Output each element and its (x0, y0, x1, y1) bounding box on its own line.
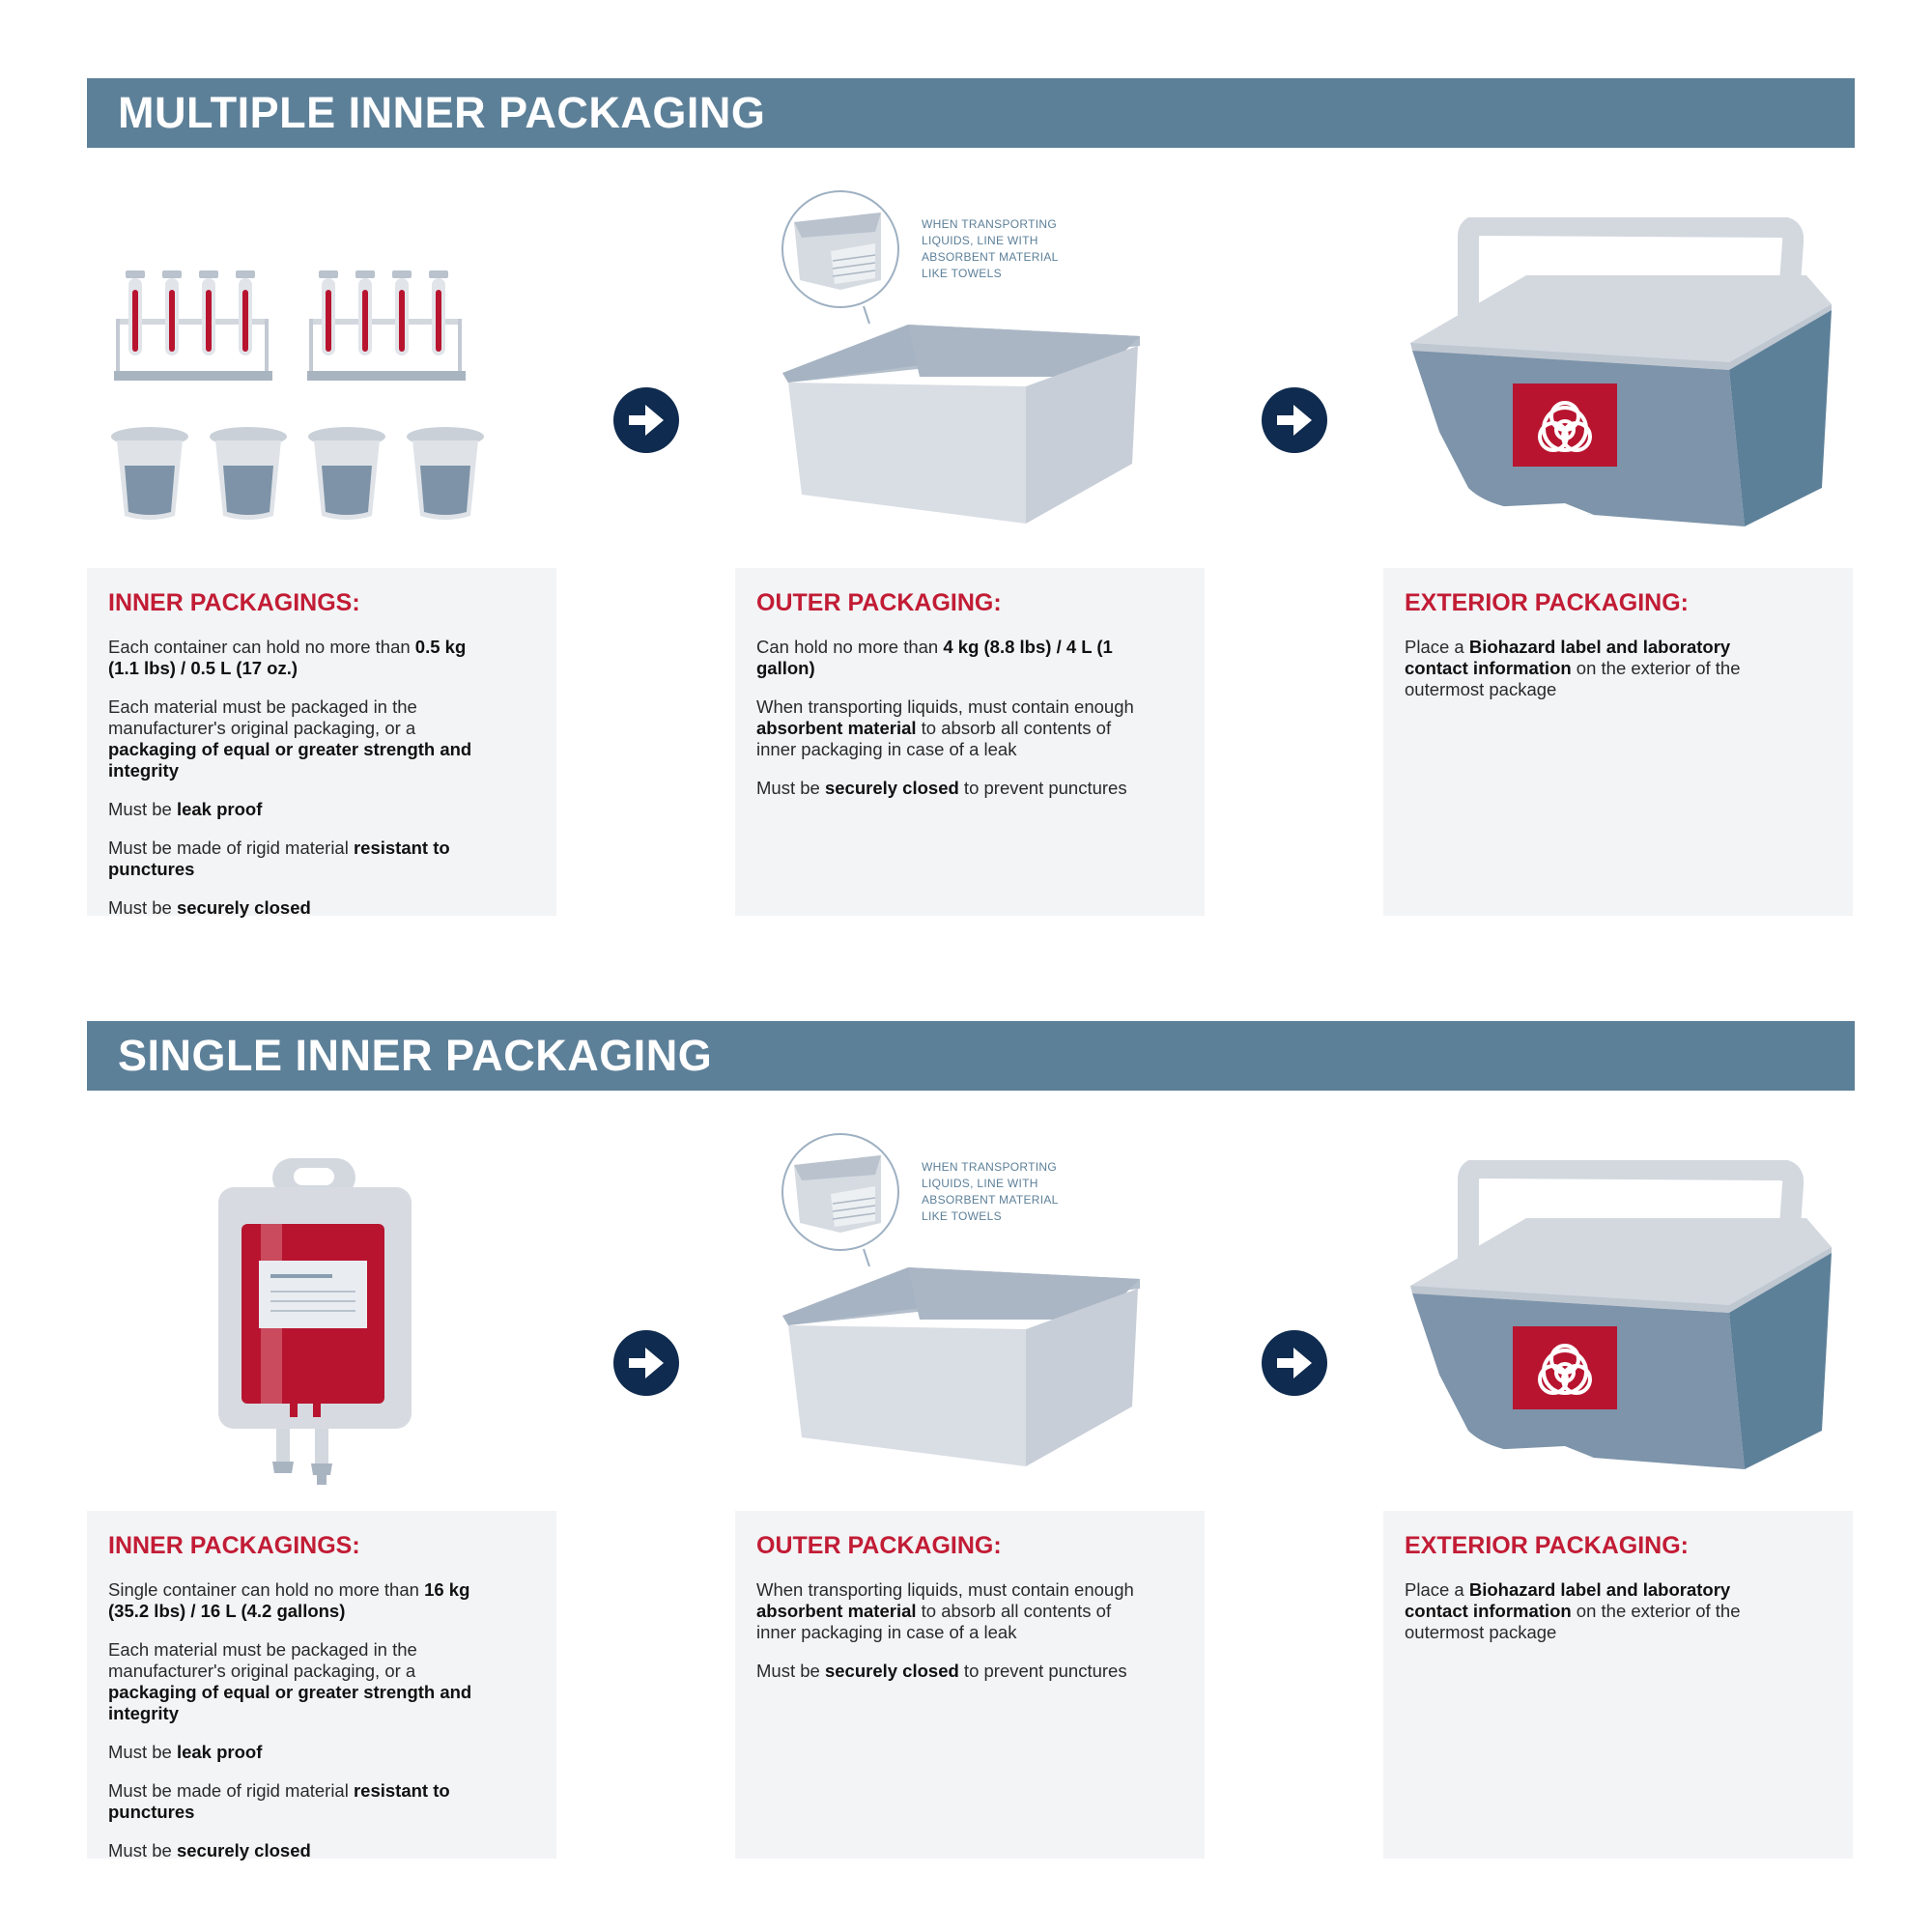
arrow-right-icon (1262, 387, 1327, 453)
card-paragraph (108, 1780, 495, 1823)
note-line: LIKE TOWELS (922, 1209, 1002, 1223)
specimen-cups-icon (111, 427, 484, 520)
card-heading: EXTERIOR PACKAGING: (1405, 589, 1689, 616)
card-heading: OUTER PACKAGING: (756, 1532, 1002, 1559)
card-heading: INNER PACKAGINGS: (108, 1532, 360, 1559)
body-text: Can hold no more than (756, 637, 944, 657)
body-text: to absorb all contents of inner packaging in case of a leak (756, 1601, 1112, 1642)
card-heading: EXTERIOR PACKAGING: (1405, 1532, 1689, 1559)
card-paragraph (756, 1661, 1143, 1682)
section-title: SINGLE INNER PACKAGING (118, 1031, 713, 1080)
body-text: Must be (108, 897, 177, 918)
absorbent-note (922, 216, 1059, 282)
body-text: on the exterior of the outermost package (1405, 1601, 1741, 1642)
emphasis-text: Biohazard label and laboratory contact information (1405, 1579, 1731, 1621)
card-heading: INNER PACKAGINGS: (108, 589, 360, 616)
card-paragraph (108, 1840, 495, 1861)
emphasis-text: securely closed (824, 1661, 959, 1681)
emphasis-text: resistant to punctures (108, 838, 450, 879)
body-text: Must be (108, 1742, 177, 1762)
card-paragraph (108, 637, 495, 679)
emphasis-text: securely closed (824, 778, 959, 798)
body-text: on the exterior of the outermost package (1405, 658, 1741, 699)
body-text: to absorb all contents of inner packaging in case of a leak (756, 718, 1112, 759)
body-text: Must be (756, 778, 825, 798)
arrow-right-icon (613, 387, 679, 453)
section-title: MULTIPLE INNER PACKAGING (118, 88, 766, 137)
body-text: Place a (1405, 637, 1469, 657)
magnifier-absorbent-icon (782, 191, 898, 324)
card-paragraph (108, 838, 495, 880)
absorbent-note (922, 1159, 1059, 1225)
body-text: Must be made of rigid material (108, 1780, 354, 1801)
emphasis-text: packaging of equal or greater strength and integrity (108, 739, 472, 781)
card-heading: OUTER PACKAGING: (756, 589, 1002, 616)
card-paragraph (756, 778, 1143, 799)
note-line: LIKE TOWELS (922, 267, 1002, 280)
emphasis-text: packaging of equal or greater strength and integrity (108, 1682, 472, 1723)
section-banner-single (87, 1021, 1855, 1091)
body-text: Must be (108, 799, 177, 819)
body-text: Each container can hold no more than (108, 637, 415, 657)
blood-bag-illustration (213, 1154, 415, 1488)
cooler-icon (1410, 1168, 1832, 1469)
arrow-right-icon (613, 1330, 679, 1396)
card-outer-packaging (735, 1511, 1205, 1859)
body-text: to prevent punctures (958, 778, 1127, 798)
card-paragraph (108, 799, 495, 820)
open-box-icon (782, 325, 1140, 524)
emphasis-text: securely closed (176, 1840, 311, 1861)
section-banner-multiple (87, 78, 1855, 148)
body-text: to prevent punctures (958, 1661, 1127, 1681)
emphasis-text: 16 kg (35.2 lbs) / 16 L (4.2 gallons) (108, 1579, 470, 1621)
magnifier-absorbent-icon (782, 1134, 898, 1266)
card-outer-packaging (735, 568, 1205, 916)
body-text: Each material must be packaged in the manufacturer's original packaging, or a (108, 696, 417, 738)
emphasis-text: leak proof (176, 1742, 263, 1762)
card-paragraph (756, 1579, 1143, 1643)
emphasis-text: securely closed (176, 897, 311, 918)
note-line: ABSORBENT MATERIAL (922, 250, 1059, 264)
card-inner-packagings (87, 568, 556, 916)
blood-bag-icon (218, 1158, 412, 1485)
note-line: LIQUIDS, LINE WITH (922, 234, 1038, 247)
note-line: WHEN TRANSPORTING (922, 217, 1058, 231)
body-text: Each material must be packaged in the manufacturer's original packaging, or a (108, 1639, 417, 1681)
emphasis-text: resistant to punctures (108, 1780, 450, 1822)
body-text: Single container can hold no more than (108, 1579, 425, 1600)
emphasis-text: absorbent material (756, 718, 917, 738)
emphasis-text: 0.5 kg (1.1 lbs) / 0.5 L (17 oz.) (108, 637, 467, 678)
note-line: WHEN TRANSPORTING (922, 1160, 1058, 1174)
body-text: When transporting liquids, must contain enough (756, 696, 1134, 717)
card-exterior-packaging (1383, 1511, 1853, 1859)
card-paragraph (108, 1579, 495, 1622)
card-paragraph (108, 696, 495, 781)
emphasis-text: 4 kg (8.8 lbs) / 4 L (1 gallon) (756, 637, 1113, 678)
card-exterior-packaging (1383, 568, 1853, 916)
body-text: Must be made of rigid material (108, 838, 354, 858)
biohazard-cooler-illustration (1401, 217, 1845, 536)
card-paragraph (1405, 1579, 1791, 1643)
cooler-icon (1410, 225, 1832, 526)
card-inner-packagings (87, 1511, 556, 1859)
emphasis-text: absorbent material (756, 1601, 917, 1621)
card-paragraph (756, 696, 1143, 760)
card-paragraph (108, 1639, 495, 1724)
open-box-icon (782, 1267, 1140, 1466)
body-text: Must be (108, 1840, 177, 1861)
test-tube-rack-right-icon (307, 270, 466, 381)
card-paragraph (756, 637, 1143, 679)
biohazard-cooler-illustration (1401, 1160, 1845, 1479)
card-paragraph (108, 897, 495, 919)
test-tubes-and-cups-illustration (97, 251, 502, 541)
card-paragraph (1405, 637, 1791, 700)
arrow-right-icon (1262, 1330, 1327, 1396)
emphasis-text: leak proof (176, 799, 263, 819)
emphasis-text: Biohazard label and laboratory contact information (1405, 637, 1731, 678)
body-text: When transporting liquids, must contain enough (756, 1579, 1134, 1600)
note-line: LIQUIDS, LINE WITH (922, 1177, 1038, 1190)
test-tube-rack-left-icon (114, 270, 272, 381)
note-line: ABSORBENT MATERIAL (922, 1193, 1059, 1207)
card-paragraph (108, 1742, 495, 1763)
body-text: Place a (1405, 1579, 1469, 1600)
body-text: Must be (756, 1661, 825, 1681)
